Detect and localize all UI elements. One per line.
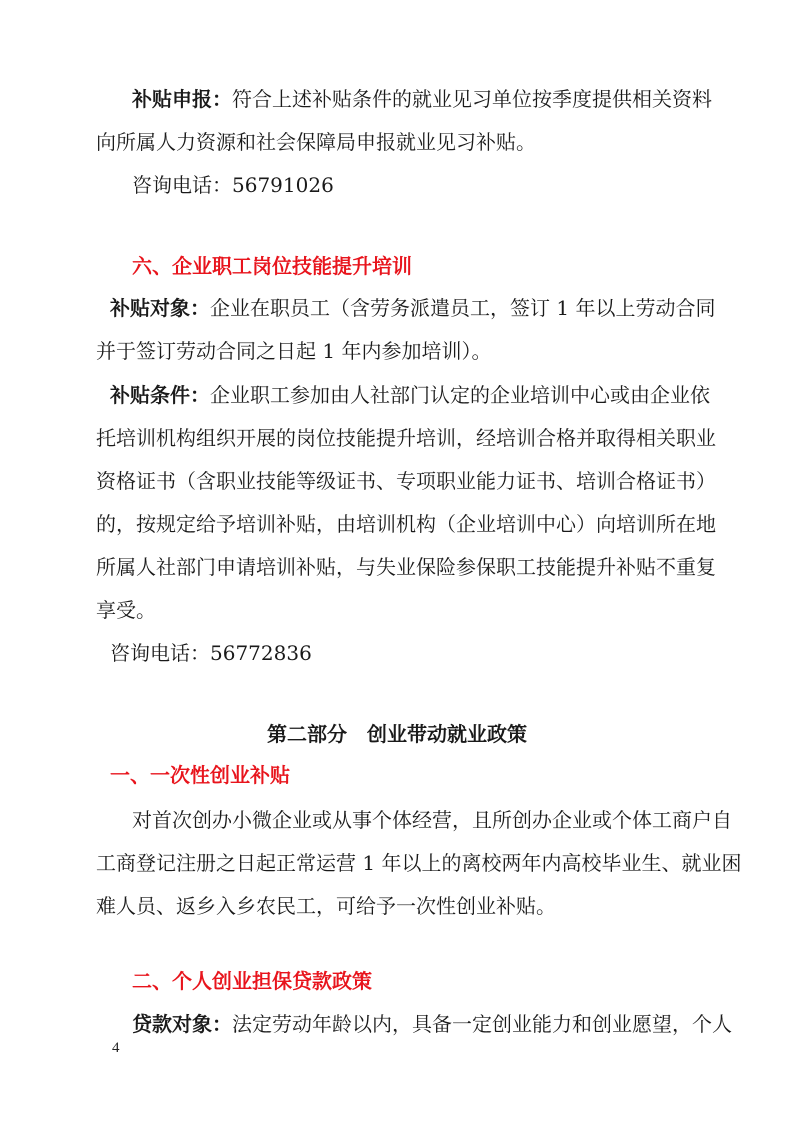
- subsidy-condition-label: 补贴条件：: [110, 383, 210, 407]
- consult-phone-number: 56791026: [232, 173, 334, 197]
- consult-phone-number: 56772836: [210, 641, 312, 665]
- subsidy-application-text: 符合上述补贴条件的就业见习单位按季度提供相关资料: [232, 87, 712, 111]
- consult-phone-2: [110, 640, 312, 666]
- subsidy-target-line-2: 并于签订劳动合同之日起 1 年内参加培训）。: [96, 339, 492, 363]
- loan-target-line-1: [132, 1011, 732, 1037]
- subsidy-application-line-2: 向所属人力资源和社会保障局申报就业见习补贴。: [96, 130, 536, 154]
- startup-subsidy-line-2: 工商登记注册之日起正常运营 1 年以上的离校两年内高校毕业生、就业困: [96, 851, 742, 875]
- section-1-heading: 一、一次性创业补贴: [110, 763, 290, 787]
- startup-subsidy-line-1: 对首次创办小微企业或从事个体经营，且所创办企业或个体工商户自: [132, 808, 732, 832]
- subsidy-target-label: 补贴对象：: [110, 296, 210, 320]
- subsidy-condition-line-3: 资格证书（含职业技能等级证书、专项职业能力证书、培训合格证书）: [96, 469, 716, 493]
- subsidy-condition-line-2: 托培训机构组织开展的岗位技能提升培训，经培训合格并取得相关职业: [96, 426, 716, 450]
- subsidy-condition-line-4: 的，按规定给予培训补贴，由培训机构（企业培训中心）向培训所在地: [96, 512, 716, 536]
- subsidy-condition-line-1: [110, 382, 710, 408]
- subsidy-condition-text: 企业职工参加由人社部门认定的企业培训中心或由企业依: [210, 383, 710, 407]
- page-number: 4: [112, 1040, 120, 1056]
- consult-phone-1: [132, 172, 334, 198]
- subsidy-condition-line-6: 享受。: [96, 598, 156, 622]
- consult-phone-label: 咨询电话：: [110, 641, 210, 665]
- consult-phone-label: 咨询电话：: [132, 173, 232, 197]
- section-2-heading: 二、个人创业担保贷款政策: [132, 969, 372, 993]
- startup-subsidy-line-3: 难人员、返乡入乡农民工，可给予一次性创业补贴。: [96, 894, 556, 918]
- subsidy-target-line-1: [110, 295, 715, 321]
- part-2-title: 第二部分 创业带动就业政策: [267, 722, 527, 746]
- subsidy-application-label: 补贴申报：: [132, 87, 232, 111]
- subsidy-target-text: 企业在职员工（含劳务派遣员工，签订 1 年以上劳动合同: [210, 296, 716, 320]
- subsidy-condition-line-5: 所属人社部门申请培训补贴，与失业保险参保职工技能提升补贴不重复: [96, 555, 716, 579]
- loan-target-label: 贷款对象：: [132, 1012, 232, 1036]
- section-6-heading: 六、企业职工岗位技能提升培训: [132, 254, 412, 278]
- loan-target-text: 法定劳动年龄以内，具备一定创业能力和创业愿望，个人: [232, 1012, 732, 1036]
- subsidy-application-line-1: [132, 86, 712, 112]
